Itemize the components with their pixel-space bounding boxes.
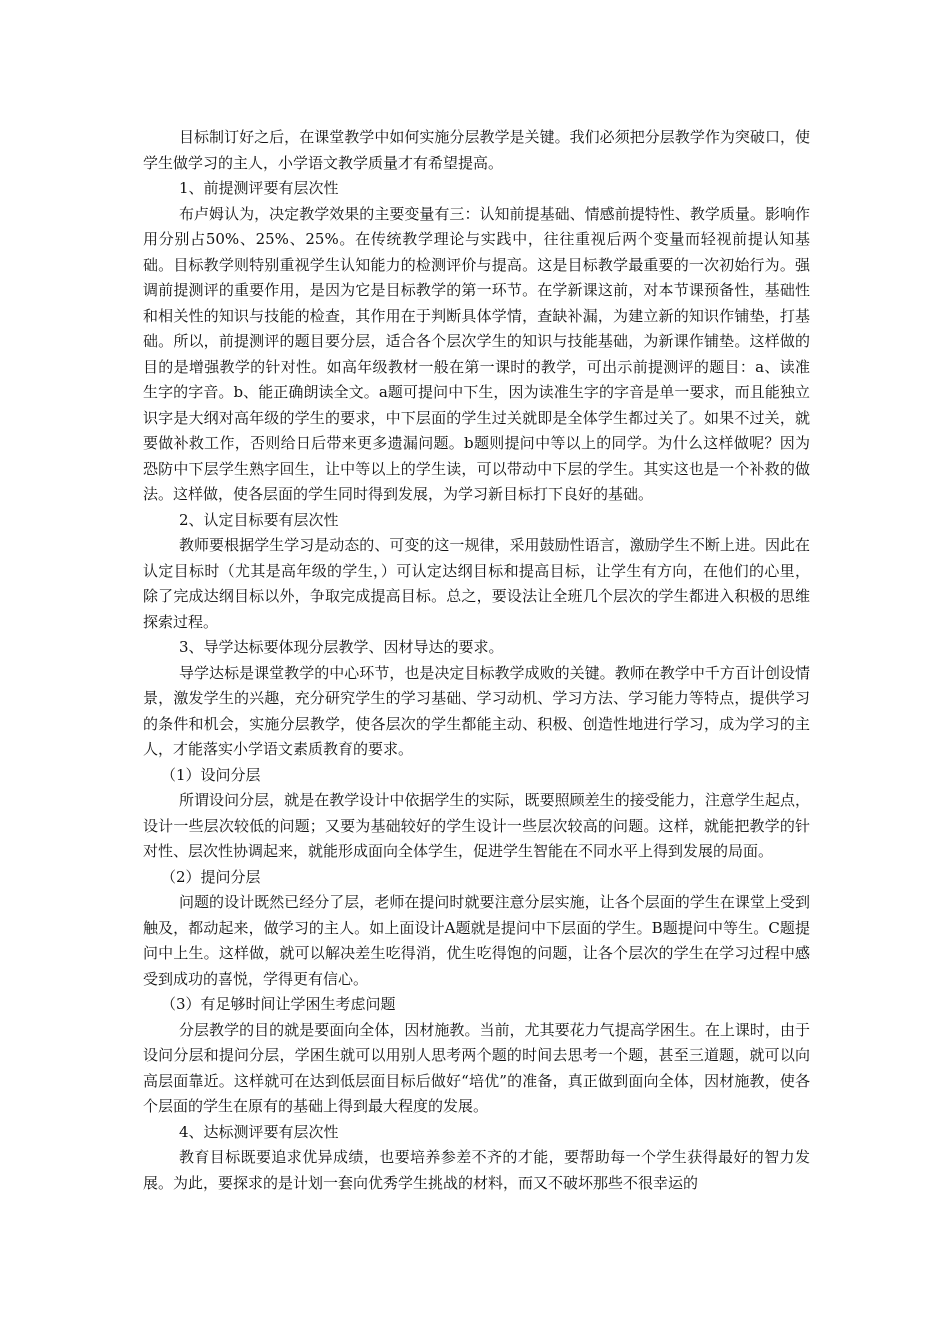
paragraph-questioning: 问题的设计既然已经分了层，老师在提问时就要注意分层实施，让各个层面的学生在课堂上受到触及，都动起来，做学习的主人。如上面设计A题就是提问中下层面的学生。B题提问中等生。C题提问中上生。这样做，就可以解决差生吃得消，优生吃得饱的问题，让各个层次的学生在学习过程中感受到成功的喜悦，学得更有信心。 <box>143 893 810 988</box>
heading-assessment: 4、达标测评要有层次性 <box>179 1122 339 1141</box>
heading-goal-setting: 2、认定目标要有层次性 <box>179 510 339 529</box>
heading-guided-learning: 3、导学达标要体现分层教学、因材导达的要求。 <box>179 638 504 656</box>
subheading-thinking-time: （3）有足够时间让学困生考虑问题 <box>161 995 396 1013</box>
paragraph-intro: 目标制订好之后，在课堂教学中如何实施分层教学是关键。我们必须把分层教学作为突破口，使学生做学习的主人，小学语文教学质量才有希望提高。 <box>143 128 810 172</box>
subheading-question-design: （1）设问分层 <box>161 765 261 784</box>
paragraph-thinking-time: 分层教学的目的就是要面向全体，因材施教。当前，尤其要花力气提高学困生。在上课时，由于设问分层和提问分层，学困生就可以用别人思考两个题的时间去思考一个题，甚至三道题，就可以向高层面靠近。这样就可在达到低层面目标后做好“培优”的准备，真正做到面向全体，因材施教，使各个层面的学生在原有的基础上得到最大程度的发展。 <box>143 1020 810 1115</box>
heading-prerequisite-test: 1、前提测评要有层次性 <box>179 179 339 197</box>
paragraph-assessment: 教育目标既要追求优异成绩，也要培养参差不齐的才能，要帮助每一个学生获得最好的智力发展。为此，要探求的是计划一套向优秀学生挑战的材料，而又不破坏那些不很幸运的 <box>143 1148 810 1192</box>
document-body <box>143 125 810 1196</box>
paragraph-goal-setting: 教师要根据学生学习是动态的、可变的这一规律，采用鼓励性语言，激励学生不断上进。因此在认定目标时（尤其是高年级的学生，）可认定达纲目标和提高目标，让学生有方向，在他们的心里，除了完成达纲目标以外，争取完成提高目标。总之，要设法让全班几个层次的学生都进入积极的思维探索过程。 <box>143 536 810 631</box>
paragraph-guided-learning: 导学达标是课堂教学的中心环节，也是决定目标教学成败的关键。教师在教学中千方百计创设情景，激发学生的兴趣，充分研究学生的学习基础、学习动机、学习方法、学习能力等特点，提供学习的条件和机会，实施分层教学，使各层次的学生都能主动、积极、创造性地进行学习，成为学习的主人，才能落实小学语文素质教育的要求。 <box>143 663 810 758</box>
paragraph-question-design: 所谓设问分层，就是在教学设计中依据学生的实际，既要照顾差生的接受能力，注意学生起点，设计一些层次较低的问题；又要为基础较好的学生设计一些层次较高的问题。这样，就能把教学的针对性、层次性协调起来，就能形成面向全体学生，促进学生智能在不同水平上得到发展的局面。 <box>143 791 810 860</box>
paragraph-prerequisite-test: 布卢姆认为，决定教学效果的主要变量有三：认知前提基础、情感前提特性、教学质量。影响作用分别占50%、25%、25%。在传统教学理论与实践中，往往重视后两个变量而轻视前提认知基础。目标教学则特别重视学生认知能力的检测评价与提高。这是目标教学最重要的一次初始行为。强调前提测评的重要作用，是因为它是目标教学的第一环节。在学新课这前，对本节课预备性，基础性和相关性的知识与技能的检查，其作用在于判断具体学情，查缺补漏，为建立新的知识作铺垫，打基础。所以，前提测评的题目要分层，适合各个层次学生的知识与技能基础，为新课作铺垫。这样做的目的是增强教学的针对性。如高年级教材一般在第一课时的教学，可出示前提测评的题目：a、读准生字的字音。b、能正确朗读全文。a题可提问中下生，因为读准生字的字音是单一要求，而且能独立识字是大纲对高年级的学生的要求，中下层面的学生过关就即是全体学生都过关了。如果不过关，就要做补救工作，否则给日后带来更多遗漏问题。b题则提问中等以上的同学。为什么这样做呢？因为恐防中下层学生熟字回生，让中等以上的学生读，可以带动中下层的学生。其实这也是一个补救的做法。这样做，使各层面的学生同时得到发展，为学习新目标打下良好的基础。 <box>143 204 810 503</box>
subheading-questioning: （2）提问分层 <box>161 867 261 886</box>
